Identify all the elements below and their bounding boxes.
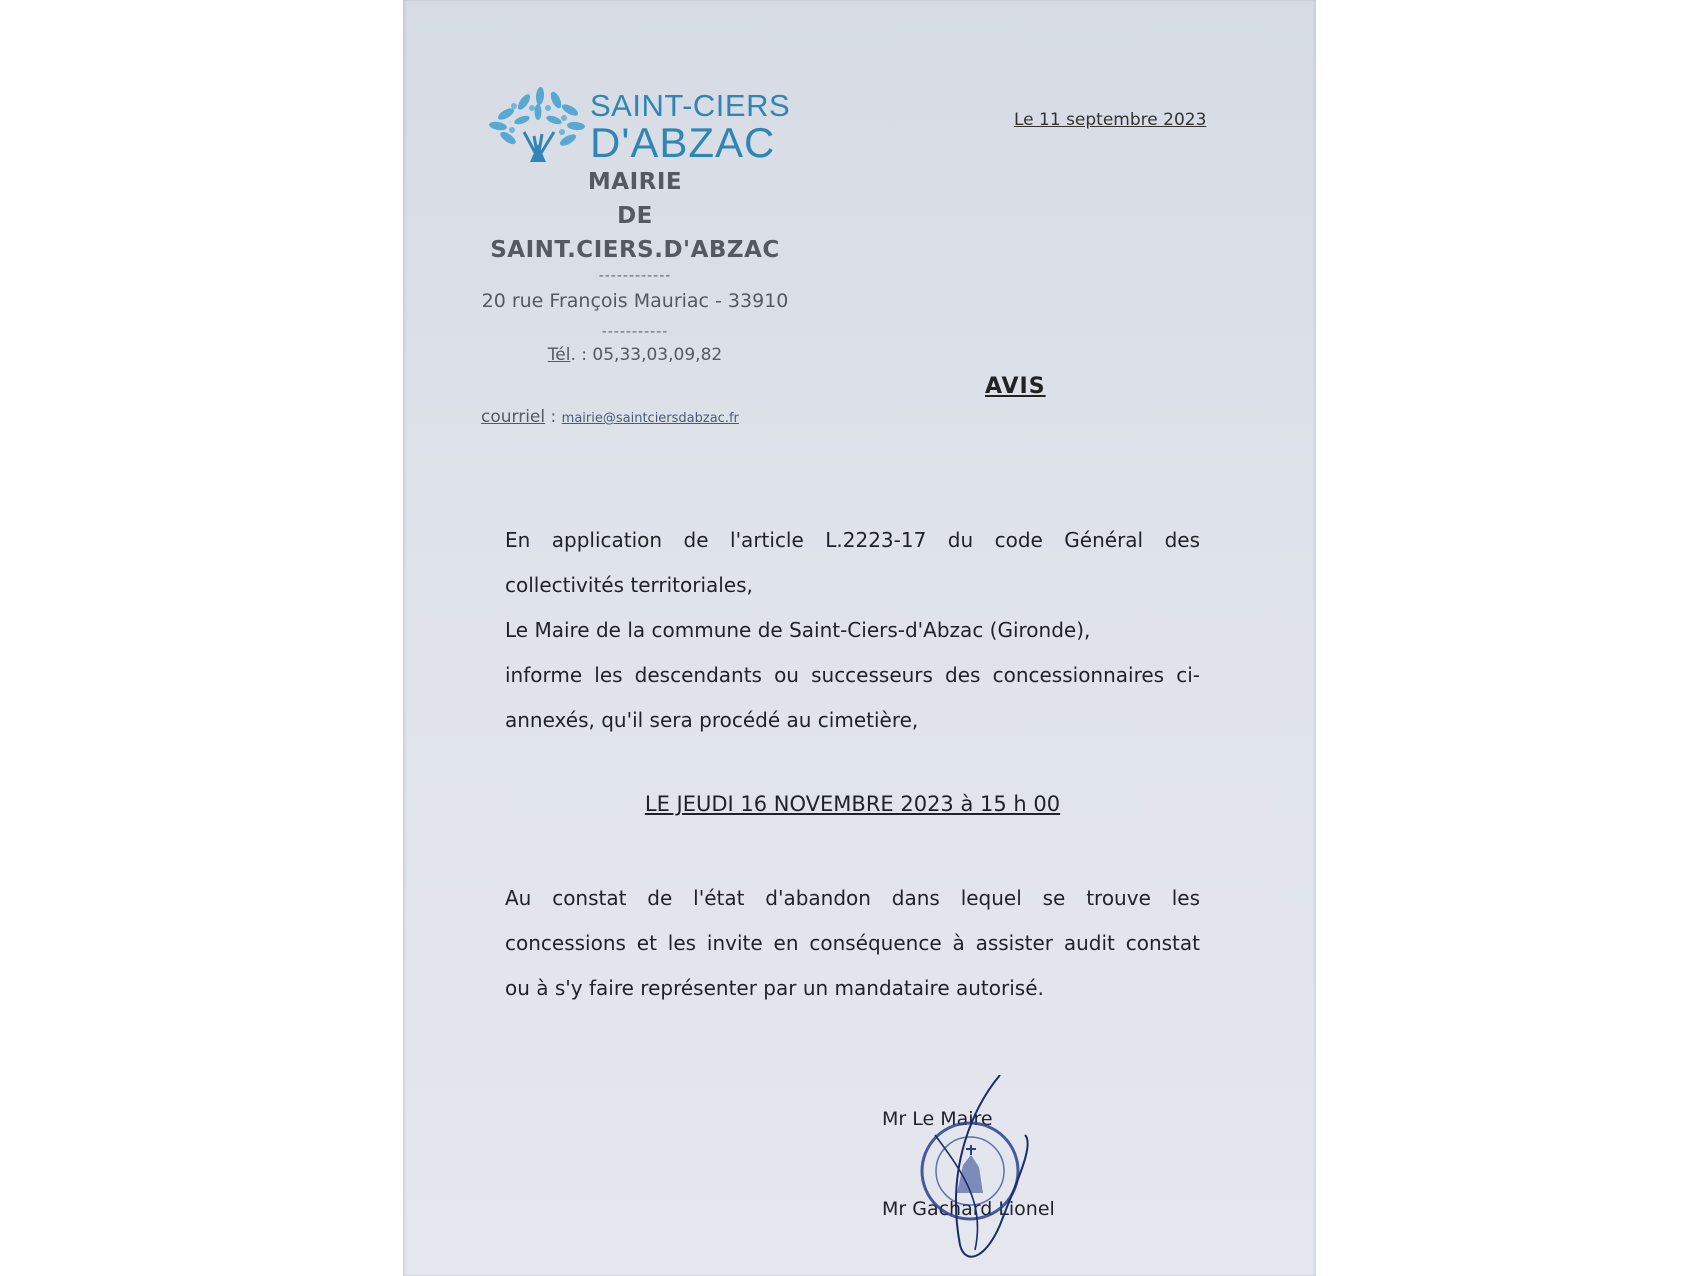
body-line: Le Maire de la commune de Saint-Ciers-d'Abzac (Gironde),: [505, 618, 1091, 642]
body-line: Au constat de l'état d'abandon dans lequel se trouve les: [505, 886, 1200, 910]
body-line: annexés, qu'il sera procédé au cimetière,: [505, 708, 919, 732]
address: 20 rue François Mauriac - 33910: [481, 290, 789, 312]
body-paragraph-1: [505, 518, 1200, 743]
phone-line: [470, 345, 800, 365]
phone-label: Tél: [547, 345, 571, 365]
mairie-line2: DE: [617, 203, 653, 229]
signatory-title: Mr Le Maire: [882, 1108, 993, 1130]
body-paragraph-2: [505, 876, 1200, 1011]
logo-wordmark: [590, 90, 790, 164]
logo-line2: D'ABZAC: [590, 119, 776, 166]
mairie-line1: MAIRIE: [587, 169, 683, 195]
mairie-name: [470, 164, 800, 266]
email-line: [481, 407, 739, 427]
body-line: informe les descendants ou successeurs des concessionnaires ci-: [505, 663, 1200, 687]
logo-line1: SAINT-CIERS: [590, 88, 791, 123]
document-title: AVIS: [985, 374, 1046, 399]
mairie-line3: SAINT.CIERS.D'ABZAC: [490, 237, 780, 263]
body-line: ou à s'y faire représenter par un mandataire autorisé.: [505, 976, 1044, 1000]
document-date: Le 11 septembre 2023: [1014, 110, 1207, 130]
meeting-date: LE JEUDI 16 NOVEMBRE 2023 à 15 h 00: [644, 792, 1061, 816]
email-label: courriel: [481, 407, 546, 427]
separator-2: -----------: [601, 324, 669, 340]
body-line: En application de l'article L.2223-17 du code Général des: [505, 528, 1200, 552]
email-link[interactable]: mairie@saintciersdabzac.fr: [561, 411, 739, 426]
phone-value: . : 05,33,03,09,82: [570, 345, 723, 365]
body-line: collectivités territoriales,: [505, 573, 753, 597]
signatory-name: Mr Gachard Lionel: [882, 1198, 1055, 1220]
separator: ------------: [598, 268, 672, 284]
body-line: concessions et les invite en conséquence à assister audit constat: [505, 931, 1200, 955]
email-separator: :: [545, 407, 562, 427]
